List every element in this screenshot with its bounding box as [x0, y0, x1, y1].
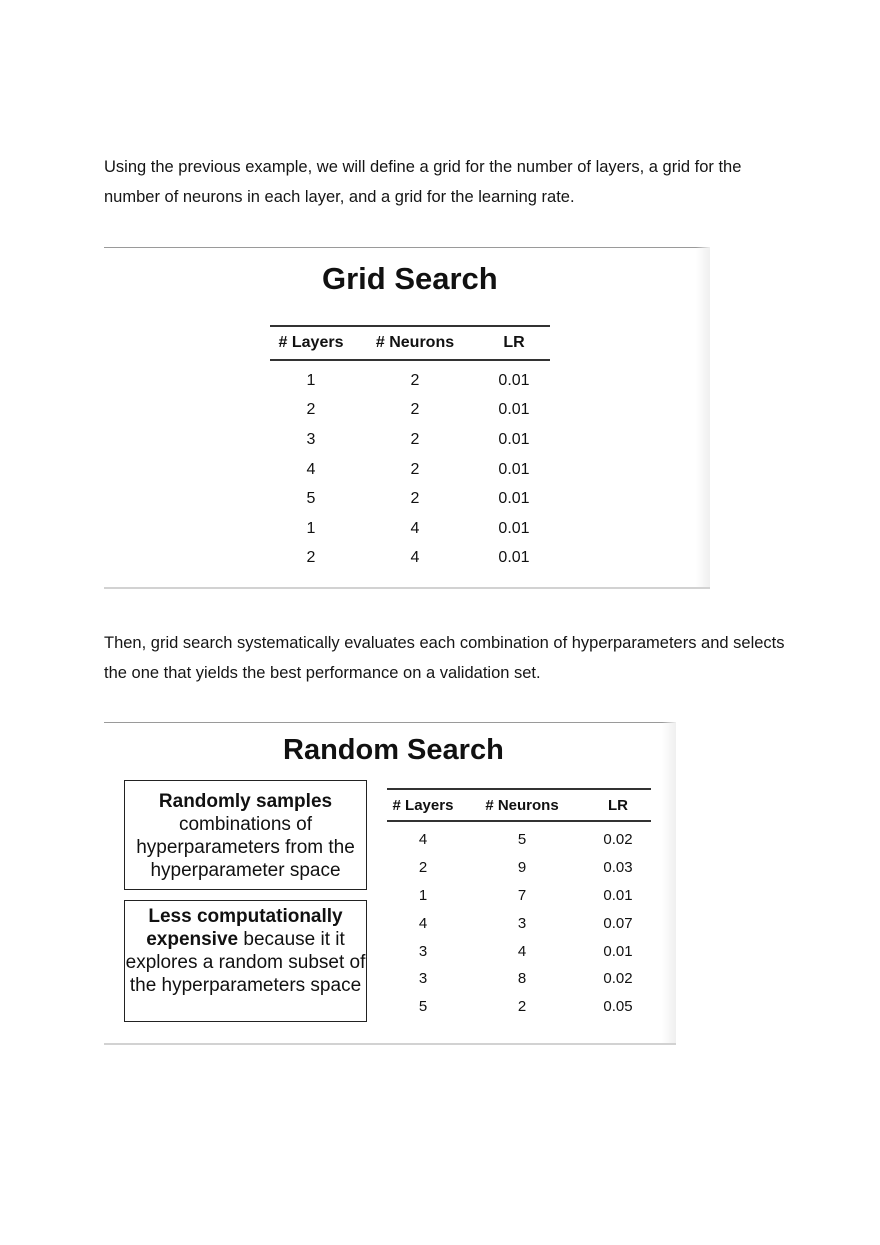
- table-row: [387, 937, 651, 965]
- figure-edge-shade: [696, 247, 710, 589]
- cell-lr: 0.01: [498, 371, 530, 389]
- cell-layers: 4: [418, 914, 428, 932]
- cell-neurons: 2: [410, 490, 420, 508]
- cell-lr: 0.01: [603, 942, 633, 960]
- figure-top-rule: [104, 247, 710, 248]
- cell-neurons: 2: [410, 401, 420, 419]
- cell-layers: 3: [418, 970, 428, 988]
- table-row: [270, 455, 550, 485]
- cell-lr: 0.01: [498, 460, 530, 478]
- cell-neurons: 4: [517, 942, 527, 960]
- random-search-table: [387, 788, 651, 1021]
- table-row: [270, 514, 550, 544]
- cell-layers: 1: [418, 886, 428, 904]
- cell-layers: 4: [306, 460, 316, 478]
- cell-neurons: 4: [410, 549, 420, 567]
- cell-layers: 2: [306, 401, 316, 419]
- table-row: [270, 360, 550, 396]
- intro-paragraph: Using the previous example, we will define a grid for the number of layers, a grid for the number of neurons in each layer, and a grid for the learning rate.: [104, 158, 742, 206]
- table-row: [270, 484, 550, 514]
- cell-lr: 0.01: [498, 490, 530, 508]
- random-search-title: Random Search: [283, 734, 504, 766]
- table-row: [270, 544, 550, 574]
- cell-layers: 4: [418, 831, 428, 849]
- cell-neurons: 4: [410, 519, 420, 537]
- table-row: [387, 821, 651, 854]
- cell-neurons: 3: [517, 914, 527, 932]
- column-header-lr: LR: [608, 796, 628, 814]
- cell-layers: 3: [418, 942, 428, 960]
- cell-layers: 3: [306, 430, 316, 448]
- column-header-layers: # Layers: [392, 796, 454, 814]
- cell-lr: 0.05: [603, 998, 633, 1016]
- cell-neurons: 7: [517, 886, 527, 904]
- note-text: because it it explores a random subset of the hyperparameters space: [125, 929, 366, 996]
- cell-layers: 5: [418, 998, 428, 1016]
- column-header-neurons: # Neurons: [375, 334, 455, 351]
- cell-neurons: 2: [517, 998, 527, 1016]
- cell-lr: 0.01: [498, 430, 530, 448]
- cell-lr: 0.01: [603, 886, 633, 904]
- random-search-figure: [104, 722, 676, 1045]
- cell-neurons: 2: [410, 430, 420, 448]
- cell-layers: 2: [418, 859, 428, 877]
- cell-lr: 0.02: [603, 970, 633, 988]
- cell-layers: 1: [306, 519, 316, 537]
- grid-search-table: [270, 325, 550, 573]
- grid-search-figure: [104, 247, 710, 589]
- figure-bottom-rule: [104, 587, 710, 589]
- note-bold-text: Randomly samples: [158, 791, 333, 812]
- note-text: combinations of hyperparameters from the hyperparameter space: [136, 814, 355, 881]
- figure-top-rule: [104, 722, 676, 723]
- table-row: [387, 909, 651, 937]
- table-row: [387, 854, 651, 882]
- table-row: [270, 425, 550, 455]
- table-row: [387, 965, 651, 993]
- cell-lr: 0.01: [498, 549, 530, 567]
- cost-note: [124, 900, 367, 1022]
- note-bold-text: Less computationally expensive: [146, 906, 343, 950]
- cell-lr: 0.07: [603, 914, 633, 932]
- cell-lr: 0.01: [498, 401, 530, 419]
- column-header-lr: LR: [503, 334, 525, 351]
- grid-explanation-paragraph: Then, grid search systematically evaluates each combination of hyperparameters and selects the one that yields the best performance on a validation set.: [104, 634, 785, 682]
- cell-layers: 2: [306, 549, 316, 567]
- cell-layers: 1: [306, 371, 316, 389]
- table-header-row: [387, 789, 651, 821]
- cell-lr: 0.02: [603, 831, 633, 849]
- table-header-row: [270, 326, 550, 360]
- cell-lr: 0.01: [498, 519, 530, 537]
- cell-neurons: 5: [517, 831, 527, 849]
- table-row: [387, 993, 651, 1021]
- cell-neurons: 2: [410, 371, 420, 389]
- column-header-layers: # Layers: [278, 334, 344, 351]
- grid-search-title: Grid Search: [322, 261, 498, 296]
- table-row: [270, 396, 550, 426]
- cell-layers: 5: [306, 490, 316, 508]
- cell-neurons: 8: [517, 970, 527, 988]
- cell-neurons: 9: [517, 859, 527, 877]
- table-row: [387, 882, 651, 910]
- column-header-neurons: # Neurons: [485, 796, 559, 814]
- cell-lr: 0.03: [603, 859, 633, 877]
- random-sampling-note: [124, 780, 367, 890]
- cell-neurons: 2: [410, 460, 420, 478]
- figure-bottom-rule: [104, 1043, 676, 1045]
- figure-edge-shade: [662, 722, 676, 1045]
